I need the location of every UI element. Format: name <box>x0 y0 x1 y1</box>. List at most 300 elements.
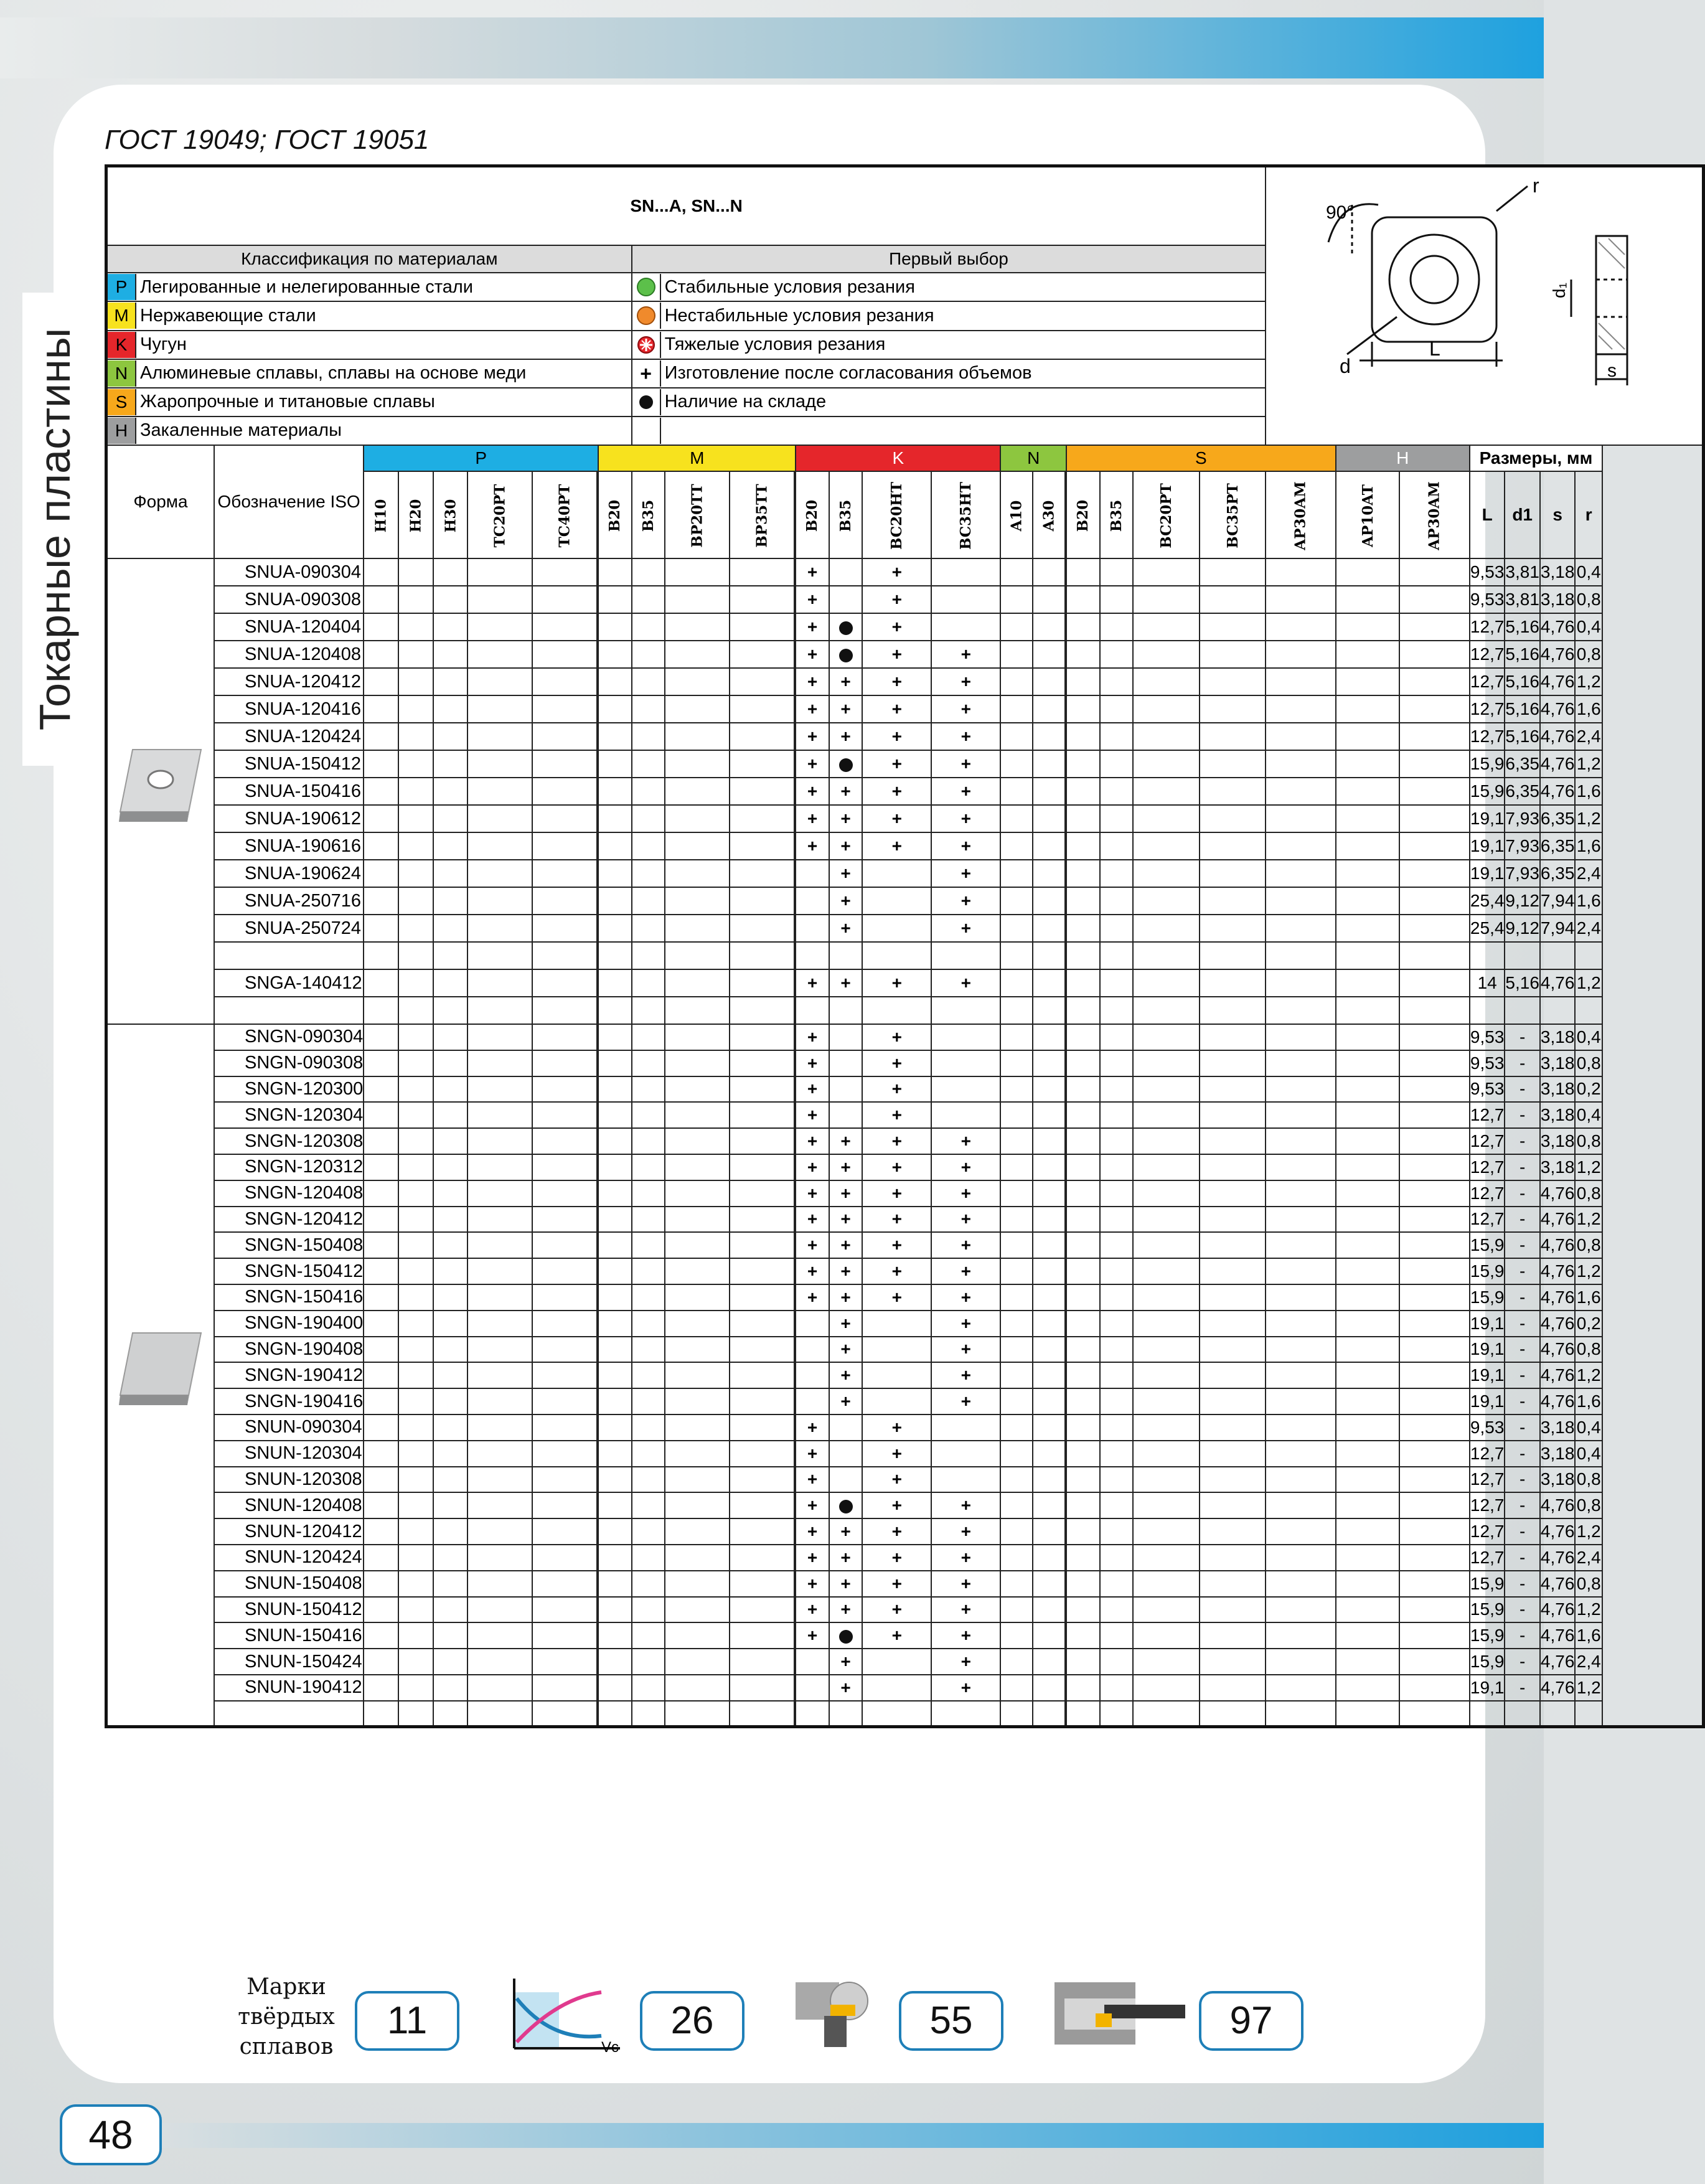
grade-cell <box>730 887 794 915</box>
grade-cell: + <box>829 778 862 805</box>
grade-cell <box>1133 1102 1200 1128</box>
grade-cell <box>1000 1414 1033 1441</box>
grade-cell: + <box>796 1622 829 1649</box>
grade-cell <box>1000 1597 1033 1623</box>
grade-cell <box>1399 1518 1469 1545</box>
grade-cell <box>598 942 631 969</box>
iso-code: SNUN-120408 <box>214 1492 364 1518</box>
grade-cell: + <box>862 1180 931 1207</box>
grade-cell <box>598 1701 631 1727</box>
grade-cell <box>1000 915 1033 942</box>
grade-cell <box>1200 1622 1266 1649</box>
grade-cell <box>1033 1128 1065 1154</box>
grade-cell <box>1000 1076 1033 1103</box>
grade-cell <box>433 969 468 997</box>
grade-cell <box>598 558 631 586</box>
size-r: 1,2 <box>1575 969 1602 997</box>
grade-cell <box>467 778 532 805</box>
iso-code: SNUN-190412 <box>214 1675 364 1701</box>
ref-box-grades[interactable]: 11 <box>355 1991 459 2051</box>
iso-code: SNUA-120408 <box>214 641 364 668</box>
grade-cell <box>1000 805 1033 832</box>
grade-cell <box>1100 1311 1133 1337</box>
grade-cell: + <box>931 1337 1000 1363</box>
grade-cell <box>1266 1180 1335 1207</box>
red-cross-circle-icon <box>632 332 661 358</box>
grade-cell: + <box>796 805 829 832</box>
grade-cell <box>632 1024 665 1050</box>
size-r: 0,8 <box>1575 1232 1602 1258</box>
bottom-decorative-bar <box>162 2123 1544 2148</box>
table-row <box>106 1675 1704 1701</box>
table-row <box>106 1362 1704 1388</box>
size-L: 25,4 <box>1470 887 1505 915</box>
grade-cell: + <box>829 1154 862 1180</box>
iso-code: SNUA-120412 <box>214 668 364 695</box>
size-d1: - <box>1505 1675 1540 1701</box>
iso-code: SNGN-150416 <box>214 1284 364 1311</box>
grade-cell <box>1336 1154 1400 1180</box>
grade-cell <box>364 1492 398 1518</box>
grade-cell <box>1000 695 1033 723</box>
grade-cell <box>1200 1076 1266 1103</box>
grade-cell <box>1000 1388 1033 1414</box>
grade-cell <box>1000 1311 1033 1337</box>
grade-cell <box>433 695 468 723</box>
grade-cell <box>730 1414 794 1441</box>
grade-header <box>1336 471 1400 558</box>
grade-cell <box>730 1518 794 1545</box>
grade-cell: + <box>796 1024 829 1050</box>
grade-cell <box>632 1337 665 1363</box>
grade-cell <box>364 1232 398 1258</box>
size-d1: - <box>1505 1024 1540 1050</box>
grade-cell <box>364 1571 398 1597</box>
grade-cell: + <box>931 1571 1000 1597</box>
grade-cell <box>1399 1207 1469 1233</box>
grade-cell <box>532 668 597 695</box>
grade-cell <box>1266 695 1335 723</box>
grade-cell <box>398 1102 433 1128</box>
grade-cell <box>1000 832 1033 860</box>
grade-cell: + <box>829 969 862 997</box>
grade-cell <box>598 1467 631 1493</box>
iso-code: SNUA-120424 <box>214 723 364 750</box>
size-L: 9,53 <box>1470 1050 1505 1076</box>
grade-cell <box>398 586 433 613</box>
grade-cell <box>1066 1050 1099 1076</box>
svg-text:90°: 90° <box>1326 202 1355 223</box>
grade-cell <box>1336 1701 1400 1727</box>
first-choice-label: Стабильные условия резания <box>664 276 915 297</box>
size-d1: - <box>1505 1311 1540 1337</box>
grade-cell <box>1000 1701 1033 1727</box>
size-L: 19,1 <box>1470 1311 1505 1337</box>
grade-cell <box>532 1207 597 1233</box>
grade-cell <box>1133 805 1200 832</box>
grade-cell <box>1066 1467 1099 1493</box>
grade-cell <box>665 1597 730 1623</box>
grade-cell <box>1399 887 1469 915</box>
size-r: 1,2 <box>1575 750 1602 778</box>
grade-cell <box>1033 1492 1065 1518</box>
grade-cell <box>1133 641 1200 668</box>
size-L: 19,1 <box>1470 805 1505 832</box>
grade-cell <box>796 997 829 1024</box>
group-header-h: H <box>1336 445 1470 471</box>
grade-cell <box>598 1649 631 1675</box>
grade-cell <box>665 1154 730 1180</box>
size-d1: 3,81 <box>1505 558 1540 586</box>
iso-code: SNGN-120308 <box>214 1128 364 1154</box>
grade-cell <box>1133 1492 1200 1518</box>
material-label: Алюминевые сплавы, сплавы на основе меди <box>140 363 527 384</box>
grade-cell: + <box>829 1675 862 1701</box>
grade-cell <box>665 1622 730 1649</box>
grade-cell: + <box>829 805 862 832</box>
size-d1: 5,16 <box>1505 723 1540 750</box>
size-s: 4,76 <box>1540 723 1576 750</box>
grade-cell <box>1336 1102 1400 1128</box>
grade-cell <box>467 1207 532 1233</box>
size-d1: 7,93 <box>1505 832 1540 860</box>
grade-cell <box>1100 1076 1133 1103</box>
table-row <box>106 1128 1704 1154</box>
size-L <box>1470 1701 1505 1727</box>
grade-cell <box>1336 887 1400 915</box>
grade-header <box>1133 471 1200 558</box>
grade-cell <box>1066 558 1099 586</box>
grade-cell <box>1100 1571 1133 1597</box>
grade-cell <box>665 750 730 778</box>
grade-cell <box>1100 1050 1133 1076</box>
grade-cell: + <box>862 969 931 997</box>
grade-cell <box>1066 1362 1099 1388</box>
grade-cell: + <box>796 1207 829 1233</box>
grade-header <box>730 471 794 558</box>
grade-cell <box>532 1414 597 1441</box>
size-s: 4,76 <box>1540 613 1576 641</box>
grade-cell <box>1266 1571 1335 1597</box>
size-s: 3,18 <box>1540 1050 1576 1076</box>
grade-cell: + <box>862 1597 931 1623</box>
iso-code: SNUN-090304 <box>214 1414 364 1441</box>
grade-cell <box>532 1649 597 1675</box>
grade-cell <box>1066 1102 1099 1128</box>
size-d1: - <box>1505 1284 1540 1311</box>
grade-cell <box>433 586 468 613</box>
table-row <box>106 1622 1704 1649</box>
grade-cell <box>467 1467 532 1493</box>
table-row <box>106 942 1704 969</box>
grade-cell <box>1033 1284 1065 1311</box>
grade-cell <box>665 668 730 695</box>
grade-cell <box>467 1362 532 1388</box>
size-d1: 3,81 <box>1505 586 1540 613</box>
grade-cell <box>1100 1207 1133 1233</box>
grade-cell <box>398 1675 433 1701</box>
grade-cell: + <box>931 1154 1000 1180</box>
grade-cell <box>1399 1492 1469 1518</box>
grade-cell <box>532 1467 597 1493</box>
size-r: 0,8 <box>1575 1050 1602 1076</box>
size-r: 1,6 <box>1575 832 1602 860</box>
grade-cell <box>730 750 794 778</box>
grade-cell: + <box>796 695 829 723</box>
grade-cell <box>467 1388 532 1414</box>
grade-cell <box>1336 942 1400 969</box>
size-d1: - <box>1505 1414 1540 1441</box>
iso-code: SNUA-150412 <box>214 750 364 778</box>
grade-cell <box>665 641 730 668</box>
grade-cell <box>398 1180 433 1207</box>
grade-cell <box>398 1337 433 1363</box>
grade-cell: + <box>829 695 862 723</box>
iso-code: SNGN-190400 <box>214 1311 364 1337</box>
size-s: 3,18 <box>1540 1414 1576 1441</box>
grade-cell <box>467 1492 532 1518</box>
grade-cell <box>364 586 398 613</box>
grade-cell <box>1266 586 1335 613</box>
grade-cell <box>467 641 532 668</box>
iso-code: SNUN-120308 <box>214 1467 364 1493</box>
grade-cell: + <box>796 1284 829 1311</box>
grade-cell <box>598 1102 631 1128</box>
grade-cell <box>862 887 931 915</box>
ref-box-boring[interactable]: 97 <box>1199 1991 1303 2051</box>
size-L: 12,7 <box>1470 1102 1505 1128</box>
size-s: 3,18 <box>1540 558 1576 586</box>
iso-code: SNGN-090304 <box>214 1024 364 1050</box>
grade-cell <box>1066 641 1099 668</box>
grade-cell <box>532 1258 597 1284</box>
size-s: 3,18 <box>1540 1076 1576 1103</box>
grade-cell <box>730 1649 794 1675</box>
grade-cell <box>1100 750 1133 778</box>
grade-cell: + <box>931 1518 1000 1545</box>
grade-cell <box>1399 1102 1469 1128</box>
table-row <box>106 1441 1704 1467</box>
size-L: 15,9 <box>1470 1571 1505 1597</box>
grade-cell <box>1336 1545 1400 1571</box>
size-s: 4,76 <box>1540 1597 1576 1623</box>
grade-cell <box>1100 1102 1133 1128</box>
grade-cell <box>632 586 665 613</box>
size-L: 12,7 <box>1470 641 1505 668</box>
grade-cell: + <box>931 1207 1000 1233</box>
grade-cell <box>1000 586 1033 613</box>
grade-cell <box>632 1180 665 1207</box>
grade-cell <box>665 1180 730 1207</box>
grade-cell <box>433 1284 468 1311</box>
size-L: 12,7 <box>1470 1518 1505 1545</box>
grade-cell <box>1336 1649 1400 1675</box>
grade-cell <box>532 969 597 997</box>
grade-cell: + <box>931 1675 1000 1701</box>
grade-cell <box>632 1207 665 1233</box>
grade-cell <box>796 860 829 887</box>
grade-cell <box>532 750 597 778</box>
grade-cell <box>433 1050 468 1076</box>
size-L: 12,7 <box>1470 1154 1505 1180</box>
table-row <box>106 1597 1704 1623</box>
grade-cell <box>532 1024 597 1050</box>
grade-cell <box>1336 1492 1400 1518</box>
grade-cell <box>1266 887 1335 915</box>
grade-cell <box>730 1622 794 1649</box>
grade-cell <box>364 1701 398 1727</box>
iso-code: SNUN-120412 <box>214 1518 364 1545</box>
grade-cell <box>1066 1492 1099 1518</box>
grade-cell <box>532 1102 597 1128</box>
size-r: 0,8 <box>1575 1571 1602 1597</box>
iso-code: SNUN-120304 <box>214 1441 364 1467</box>
grade-cell <box>398 1284 433 1311</box>
size-r: 2,4 <box>1575 1545 1602 1571</box>
grade-cell <box>1133 997 1200 1024</box>
grade-cell <box>1266 1441 1335 1467</box>
sizes-header: Размеры, мм <box>1470 445 1602 471</box>
grade-cell <box>796 915 829 942</box>
grade-cell <box>632 942 665 969</box>
grade-cell: + <box>829 1128 862 1154</box>
grade-cell <box>1133 1284 1200 1311</box>
grade-cell <box>632 1597 665 1623</box>
grade-cell <box>1100 915 1133 942</box>
grade-cell: + <box>829 1545 862 1571</box>
grade-cell <box>1100 1441 1133 1467</box>
grade-cell: + <box>796 1154 829 1180</box>
grade-cell <box>1033 1258 1065 1284</box>
grade-cell <box>1399 1622 1469 1649</box>
table-row <box>106 613 1704 641</box>
size-L: 19,1 <box>1470 1337 1505 1363</box>
size-s: 4,76 <box>1540 1675 1576 1701</box>
grade-label: BC35HT <box>957 481 975 550</box>
grade-cell <box>467 1154 532 1180</box>
grade-cell <box>398 1597 433 1623</box>
size-s: 3,18 <box>1540 1128 1576 1154</box>
size-r: 0,8 <box>1575 586 1602 613</box>
grade-cell <box>730 1492 794 1518</box>
table-row <box>106 1102 1704 1128</box>
grade-cell <box>1399 1024 1469 1050</box>
grade-cell: + <box>862 668 931 695</box>
grade-cell <box>1200 613 1266 641</box>
standard-reference: ГОСТ 19049; ГОСТ 19051 <box>105 125 430 155</box>
grade-cell <box>1033 613 1065 641</box>
grade-cell <box>532 1441 597 1467</box>
grade-cell <box>398 942 433 969</box>
grade-cell <box>1133 1337 1200 1363</box>
grade-cell <box>1033 586 1065 613</box>
grade-cell: + <box>829 1649 862 1675</box>
grade-cell <box>598 1232 631 1258</box>
grade-cell <box>1133 1414 1200 1441</box>
size-r: 1,2 <box>1575 805 1602 832</box>
grade-cell <box>1033 1518 1065 1545</box>
grade-cell <box>1033 1024 1065 1050</box>
grade-label: BC20PT <box>1157 483 1175 548</box>
grade-cell <box>730 1467 794 1493</box>
size-s: 4,76 <box>1540 1571 1576 1597</box>
grade-cell <box>1133 1076 1200 1103</box>
grade-header <box>931 471 1000 558</box>
size-d1: - <box>1505 1362 1540 1388</box>
grade-cell <box>632 1518 665 1545</box>
grade-cell <box>1100 1180 1133 1207</box>
grade-cell <box>467 1232 532 1258</box>
first-choice-label: Тяжелые условия резания <box>664 334 886 355</box>
grade-cell <box>1000 1675 1033 1701</box>
size-d1: - <box>1505 1622 1540 1649</box>
grade-cell <box>1399 723 1469 750</box>
grade-cell <box>862 1649 931 1675</box>
grade-cell: + <box>862 1258 931 1284</box>
grade-cell <box>665 1492 730 1518</box>
grade-cell: + <box>829 1284 862 1311</box>
grade-cell <box>1133 750 1200 778</box>
grade-cell <box>1336 1232 1400 1258</box>
grade-cell <box>829 1701 862 1727</box>
grade-cell <box>1399 969 1469 997</box>
ref-box-cutting-speed[interactable]: 26 <box>640 1991 744 2051</box>
table-row <box>106 1571 1704 1597</box>
grade-cell: + <box>862 723 931 750</box>
grade-cell <box>433 1414 468 1441</box>
grade-cell: + <box>931 860 1000 887</box>
size-s: 3,18 <box>1540 1154 1576 1180</box>
grade-cell <box>1133 1597 1200 1623</box>
grade-cell: + <box>796 723 829 750</box>
grade-cell <box>1066 832 1099 860</box>
grade-cell <box>1000 887 1033 915</box>
grade-cell <box>730 942 794 969</box>
grade-cell <box>1033 1467 1065 1493</box>
table-row <box>106 969 1704 997</box>
size-r: 2,4 <box>1575 860 1602 887</box>
orange-circle-icon <box>632 303 661 329</box>
grade-label: H20 <box>407 499 425 533</box>
ref-box-turning[interactable]: 55 <box>899 1991 1003 2051</box>
grade-cell <box>598 723 631 750</box>
grade-cell <box>1066 750 1099 778</box>
grade-cell <box>1266 778 1335 805</box>
grade-cell <box>1033 1337 1065 1363</box>
grade-cell <box>598 860 631 887</box>
grade-cell: + <box>931 1258 1000 1284</box>
grade-cell <box>364 1258 398 1284</box>
grade-cell <box>829 997 862 1024</box>
grade-cell <box>1133 558 1200 586</box>
table-row <box>106 723 1704 750</box>
grade-cell <box>1000 1649 1033 1675</box>
size-s: 7,94 <box>1540 887 1576 915</box>
grade-cell <box>1336 1362 1400 1388</box>
size-d1: - <box>1505 1258 1540 1284</box>
grade-cell <box>1133 1622 1200 1649</box>
grade-cell <box>1100 1414 1133 1441</box>
table-row <box>106 1492 1704 1518</box>
size-d1: 7,93 <box>1505 860 1540 887</box>
grade-cell <box>1066 1622 1099 1649</box>
iso-code: SNGN-090308 <box>214 1050 364 1076</box>
grade-cell <box>1033 832 1065 860</box>
grade-cell <box>665 1050 730 1076</box>
grade-cell <box>1200 1441 1266 1467</box>
grade-cell <box>433 1675 468 1701</box>
grade-cell <box>598 586 631 613</box>
